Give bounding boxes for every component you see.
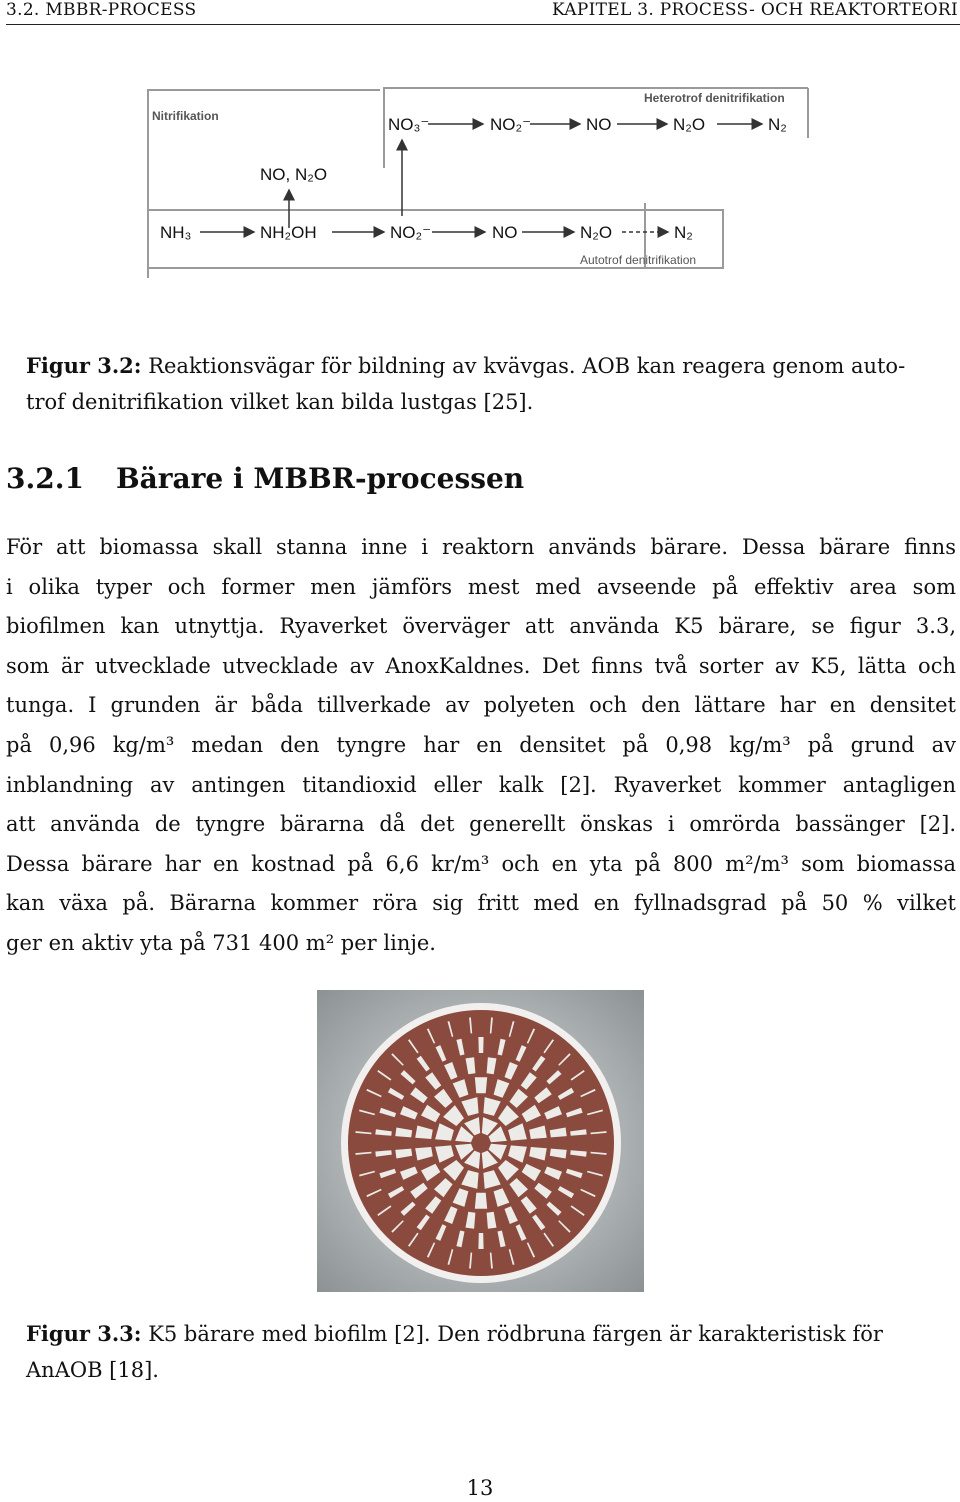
chem-nh2oh: NH₂OH — [260, 223, 317, 242]
body-line: Dessa bärare har en kostnad på 6,6 kr/m³ och en yta på 800 m²/m³ som biomassa — [6, 851, 956, 876]
carrier-cell — [475, 1077, 487, 1093]
figure-3-3-caption — [26, 1316, 936, 1388]
body-line: i olika typer och former men jämförs mest med avseende på effektiv area som — [6, 574, 956, 599]
chem-no2-top: NO₂⁻ — [490, 115, 532, 134]
chem-n2o-top: N₂O — [673, 115, 706, 134]
chem-n2o-bottom: N₂O — [580, 223, 613, 242]
carrier-cell — [478, 1233, 483, 1249]
caption-label: Figur 3.2: — [26, 353, 142, 378]
section-heading — [6, 462, 524, 495]
figure-3-2-caption — [26, 348, 936, 420]
section-number: 3.2.1 — [6, 462, 84, 495]
caption-text: trof denitrifikation vilket kan bilda lustgas [25]. — [26, 390, 534, 414]
chem-nh3: NH₃ — [160, 223, 192, 242]
caption-label: Figur 3.3: — [26, 1321, 142, 1346]
body-line: inblandning av antingen titandioxid eller kalk [2]. Ryaverket kommer antagligen — [6, 772, 956, 797]
body-line: att använda de tyngre bärarna då det generellt önskas i omrörda bassänger [2]. — [6, 812, 956, 837]
body-line: tunga. I grunden är båda tillverkade av polyeten och den lättare har en densitet — [6, 693, 956, 718]
nitrogen-pathway-diagram — [140, 78, 830, 278]
section-title: Bärare i MBBR-processen — [115, 462, 525, 495]
body-line: ger en aktiv yta på 731 400 m² per linje. — [6, 930, 436, 955]
carrier-cell — [478, 1037, 483, 1053]
running-header — [6, 0, 960, 25]
header-chapter: KAPITEL 3. PROCESS- OCH REAKTORTEORI — [552, 0, 958, 20]
header-section: 3.2. MBBR-PROCESS — [6, 0, 197, 20]
chem-no-bottom: NO — [492, 223, 518, 242]
chem-n2-bottom: N₂ — [674, 223, 693, 242]
body-line: kan växa på. Bärarna kommer röra sig fritt med en fyllnadsgrad på 50 % vilket — [6, 891, 956, 916]
body-line: som är utvecklade utvecklade av AnoxKaldnes. Det finns två sorter av K5, lätta och — [6, 653, 956, 678]
carrier-cell — [475, 1193, 487, 1209]
label-nitrifikation: Nitrifikation — [152, 109, 219, 123]
k5-carrier-photo — [317, 990, 644, 1292]
chem-no-top: NO — [586, 115, 612, 134]
label-autotrof: Autotrof denitrifikation — [580, 253, 697, 267]
body-line: biofilmen kan utnyttja. Ryaverket överväger att använda K5 bärare, se figur 3.3, — [6, 614, 956, 639]
chem-no2-bottom: NO₂⁻ — [390, 223, 432, 242]
page-number: 13 — [466, 1476, 494, 1500]
body-paragraph — [6, 528, 956, 964]
caption-text: K5 bärare med biofilm [2]. Den rödbruna färgen är karakteristisk för — [148, 1322, 883, 1346]
body-line: För att biomassa skall stanna inne i reaktorn används bärare. Dessa bärare finns — [6, 535, 956, 559]
label-heterotrof: Heterotrof denitrifikation — [644, 91, 785, 105]
caption-text: AnAOB [18]. — [26, 1358, 159, 1382]
chem-no-n2o: NO, N₂O — [260, 165, 328, 184]
chem-n2-top: N₂ — [768, 115, 787, 134]
body-line: på 0,96 kg/m³ medan den tyngre har en densitet på 0,98 kg/m³ på grund av — [6, 732, 956, 757]
chem-no3-top: NO₃⁻ — [388, 115, 430, 134]
caption-text: Reaktionsvägar för bildning av kvävgas. AOB kan reagera genom auto- — [148, 354, 906, 378]
